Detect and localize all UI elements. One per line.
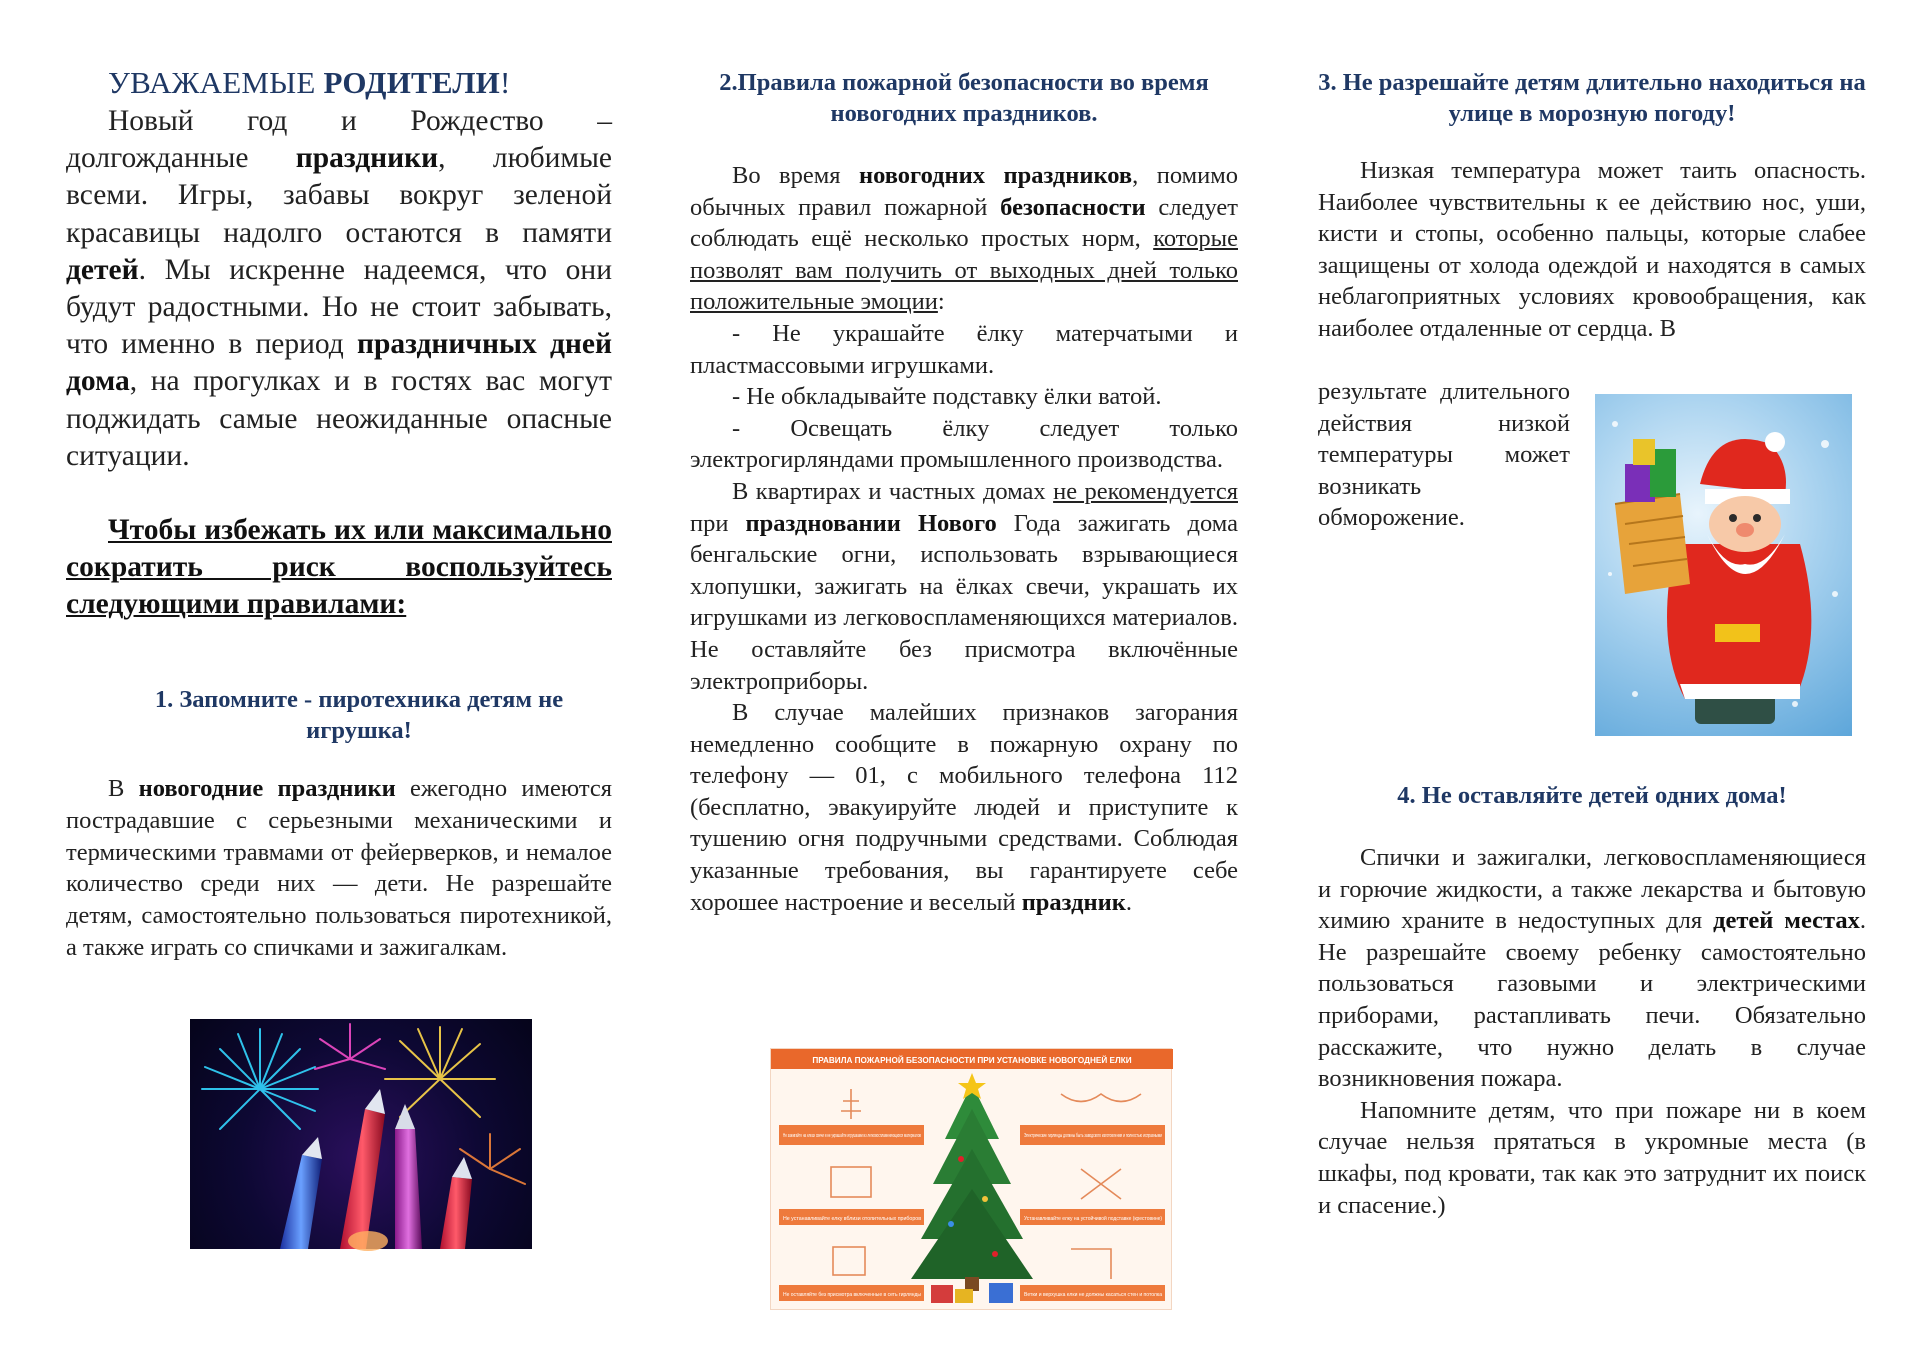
- christmas-tree-icon: [911, 1073, 1033, 1303]
- rule-item: - Не украшайте ёлку матерчатыми и пластмассовыми игрушками.: [690, 319, 1238, 379]
- section-4-paragraph: Спички и зажигалки, легковоспламеняющиеся и горючие жидкости, а также лекарства и бытовую химию храните в недоступных для детей местах. Не разрешайте своему ребенку самостоятельно пользоваться газовыми и электрическими приборами, растапливать печи. Обязательно расскажите, что нужно делать в случае возникновения пожара.: [1318, 844, 1866, 1093]
- section-3-heading: 3. Не разрешайте детям длительно находиться на улице в морозную погоду!: [1318, 69, 1866, 127]
- christmas-tree-safety-infographic: [770, 1048, 1172, 1310]
- intro-paragraph: Новый год и Рождество – долгожданные праздники, любимые всеми. Игры, забавы вокруг зеленой красавицы надолго остаются в памяти детей. Мы искренне надеемся, что они будут радостными. Но не стоит забывать, что именно в период праздничных дней дома, на прогулках и в гостях вас могут поджидать самые неожиданные опасные ситуации.: [66, 105, 612, 472]
- section-4-heading: 4. Не оставляйте детей одних дома!: [1397, 782, 1787, 809]
- wall-icon: [1071, 1249, 1111, 1279]
- infographic-rule: Электрические гирлянды должны быть заводского изготовления и полностью исправными: [1024, 1133, 1163, 1139]
- radiator-icon: [831, 1167, 871, 1197]
- infographic-rule: Не оставляйте без присмотра включенные в сеть гирлянды: [783, 1292, 922, 1298]
- santa-claus-image: [1595, 394, 1852, 736]
- infographic-rule: Ветки и верхушка елки не должны касаться стен и потолка: [1024, 1292, 1163, 1298]
- section-2-paragraph: В квартирах и частных домах не рекомендуется при праздновании Нового Года зажигать дома бенгальские огни, использовать взрывающиеся хлопушки, зажигать на ёлках свечи, украшать их игрушками из легковоспламеняющихся материалов. Не оставляйте без присмотра включённые электроприборы.: [690, 477, 1238, 695]
- section-2-intro: Во время новогодних праздников, помимо обычных правил пожарной безопасности следует соблюдать ещё несколько простых норм, которые позволят вам получить от выходных дней только положительные эмоции:: [690, 162, 1238, 316]
- infographic-rule: Устанавливайте елку на устойчивой подставке (крестовине): [1024, 1216, 1164, 1222]
- rules-intro: Чтобы избежать их или максимально сократить риск воспользуйтесь следующими правилами:: [66, 514, 612, 621]
- section-4-body: [1318, 842, 1866, 1221]
- greeting-heading: УВАЖАЕМЫЕ РОДИТЕЛИ!: [108, 65, 511, 100]
- section-1-heading: 1. Запомните - пиротехника детям не игрушка!: [154, 686, 564, 744]
- section-4-reminder: Напомните детям, что при пожаре ни в коем случае нельзя прятаться в укромные места (в шкафы, под кровати, так как это затруднит их поиск и спасение.): [1318, 1096, 1866, 1219]
- stand-icon: [1081, 1169, 1121, 1199]
- section-1-text: В новогодние праздники ежегодно имеются пострадавшие с серьезными механическими и термическими травмами от фейерверков, и немалое количество среди них — дети. Не разрешайте детям, самостоятельно пользоваться пиротехникой, а также играть со спичками и зажигалкам.: [66, 775, 612, 961]
- section-2-emergency: В случае малейших признаков загорания немедленно сообщите в пожарную охрану по телефону — 01, с мобильного телефона 112 (бесплатно, эвакуируйте людей и приступите к тушению огня подручными средствами. Соблюдая указанные требования, вы гарантируете себе хорошее настроение и веселый праздник.: [690, 699, 1238, 916]
- section-2-body: [690, 160, 1238, 918]
- rule-item: - Не обкладывайте подставку ёлки ватой.: [732, 383, 1162, 411]
- section-2-heading: 2.Правила пожарной безопасности во время новогодних праздников.: [719, 69, 1209, 127]
- infographic-rule: Не устанавливайте елку вблизи отопительных приборов: [783, 1216, 915, 1222]
- infographic-title: ПРАВИЛА ПОЖАРНОЙ БЕЗОПАСНОСТИ ПРИ УСТАНОВКЕ НОВОГОДНЕЙ ЕЛКИ: [812, 1056, 1132, 1065]
- rule-item: - Освещать ёлку следует только электрогирляндами промышленного производства.: [690, 414, 1238, 474]
- section-3-text-continued: результате длительного действия низкой температуры может возникать обморожение.: [1318, 378, 1570, 532]
- section-3-text: Низкая температура может таить опасность. Наиболее чувствительны к ее действию нос, уши, кисти и стопы, особенно пальцы, которые слабее защищены от холода одеждой и находятся в самых неблагоприятных условиях кровообращения, как наиболее отдаленные от сердца. В: [1318, 157, 1866, 342]
- fireworks-image: [190, 1019, 532, 1249]
- candle-icon: [841, 1089, 861, 1119]
- infographic-rule: Не зажигайте на елках свечи и не украшайте игрушками из легковоспламеняющихся материалов: [783, 1133, 1011, 1139]
- socket-icon: [833, 1247, 865, 1275]
- garland-icon: [1061, 1094, 1141, 1102]
